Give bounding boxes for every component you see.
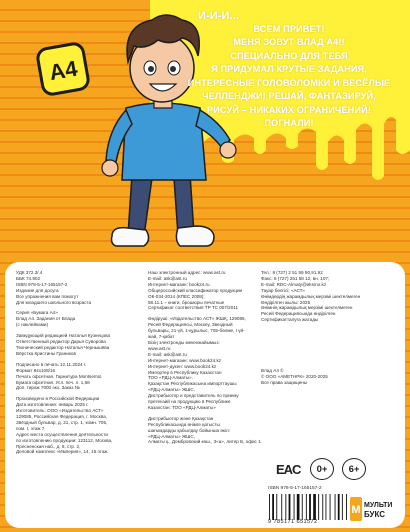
imprint-line: Влад А4 © bbox=[261, 368, 284, 374]
imprint-line: Пресненская наб., д. 6, стр. 2, bbox=[16, 443, 81, 449]
imprint-line: Интернет-дүкен: www.book24.kz bbox=[148, 363, 217, 369]
imprint-line: Все права защищены bbox=[261, 379, 308, 385]
barcode-bar bbox=[335, 494, 336, 520]
imprint-line: Ресей Федерациясында өндірілген bbox=[261, 311, 336, 317]
barcode-bar bbox=[294, 494, 295, 520]
imprint-line: Дистрибьютор және Қазақстан bbox=[148, 415, 214, 421]
imprint-line: © ООО «АМЕТНРК» 2020-2025 bbox=[261, 374, 328, 380]
imprint-line: Серия «Бумага А4» bbox=[16, 310, 58, 316]
imprint-line: Сертификат соответствия TP ТС 007/2011 bbox=[148, 305, 239, 311]
barcode-bar bbox=[342, 494, 343, 520]
imprint-line: Влад А4. Задания от Влада bbox=[16, 316, 76, 322]
imprint-line: жай, 7-қабат bbox=[148, 334, 175, 340]
speech-line: ВСЕМ ПРИВЕТ! bbox=[253, 23, 325, 34]
speech-line: СПЕЦИАЛЬНО ДЛЯ ТЕБЯ bbox=[230, 50, 348, 61]
barcode-bar bbox=[281, 494, 282, 520]
imprint-line: пом. I, этаж 7 bbox=[16, 425, 45, 431]
imprint-line: Өндірілген жылы: 2025 bbox=[261, 299, 311, 305]
imprint-line: E-mail: RDC-Almaty@eksmo.kz bbox=[261, 281, 327, 287]
imprint-line: Наш электронный адрес: www.ast.ru bbox=[148, 270, 226, 275]
imprint-line: ББК 74.902 bbox=[16, 275, 41, 281]
barcode-number: 9 785171 651572 bbox=[268, 519, 318, 525]
barcode-bar bbox=[297, 494, 300, 520]
imprint-line: Заведующий редакцией Наталья Кузнецова bbox=[16, 333, 111, 339]
imprint-line: Алматы қ., Домбровский көш., 3«а», литер Б, офис 1. bbox=[148, 439, 262, 445]
logo-line-1: МУЛЬТИ bbox=[364, 502, 393, 509]
a4-logo-text: А4 bbox=[47, 55, 80, 86]
imprint-line: 129085, Российская Федерация, г. Москва, bbox=[16, 414, 107, 420]
imprint-line: Бізің электронды мекенжайымыз: bbox=[148, 339, 220, 345]
barcode-bar bbox=[326, 494, 327, 520]
barcode-bar bbox=[309, 494, 311, 520]
barcode-bar bbox=[318, 494, 319, 520]
imprint-line: Произведено в Российской Федерации bbox=[16, 396, 100, 402]
imprint-line: УДК 372.3/.4 bbox=[16, 270, 43, 275]
imprint-line: Для младшего школьного возраста bbox=[16, 299, 92, 305]
imprint-line: бульвары, 21-үй, 1-құрылыс, 705-бөлме, I үй- bbox=[148, 328, 245, 334]
imprint-line: Технический редактор Наталья Чернышёва bbox=[16, 344, 110, 350]
barcode-bar bbox=[346, 494, 347, 520]
speech-line: РИСУЙ – НИКАКИХ ОГРАНИЧЕНИЙ! bbox=[207, 104, 371, 115]
svg-text:М: М bbox=[351, 504, 361, 516]
barcode-isbn: ISBN 978-5-17-165157-2 bbox=[268, 486, 322, 491]
imprint-line: Ресей Федерациясы, Мәскеу, Звездный bbox=[148, 322, 233, 328]
speech-line: Я ПРИДУМАЛ КРУТЫЕ ЗАДАНИЯ, bbox=[211, 64, 367, 74]
imprint-line: «РДЦ-Алматы» ЖШС, bbox=[148, 433, 195, 439]
imprint-line: Подписано в печать 12.11.2024 г. bbox=[16, 361, 87, 367]
imprint-line: Тауар белгісі: «АСТ» bbox=[261, 287, 305, 293]
imprint-line: Деловой комплекс «Империя», 14, 15 этаж bbox=[16, 449, 108, 455]
imprint-line: E-mail: ask@ast.ru bbox=[148, 275, 187, 281]
imprint-line: Дистрибьютор и представитель по приему bbox=[148, 393, 239, 399]
multibooks-logo bbox=[350, 496, 396, 522]
barcode-bar bbox=[306, 494, 307, 520]
imprint-line: Издание для досуга bbox=[16, 287, 59, 293]
imprint-line: Дата изготовления: январь 2025 г. bbox=[16, 402, 89, 408]
imprint-line: «РДЦ-Алматы» ЖШС. bbox=[148, 387, 195, 393]
imprint-line: Звёздный бульвар, д. 21, стр. 1, комн. 705, bbox=[16, 419, 108, 425]
imprint-line: Изготовитель: ООО «Издательство АСТ» bbox=[16, 408, 104, 414]
greeting-intro: И-И-И... bbox=[198, 10, 240, 22]
imprint-line: претензий на продукцию в Республике bbox=[148, 399, 231, 405]
imprint-line: Факс: 8 (727) 251 58 12, вн. 107; bbox=[261, 275, 330, 281]
imprint-line: Қазақстан Республикасына импорттаушы bbox=[148, 381, 237, 387]
imprint-line: E-mail: ask@ast.ru bbox=[148, 351, 187, 357]
imprint-line: Адрес места осуществления деятельности bbox=[16, 431, 108, 437]
logo-line-2: БУКС bbox=[364, 510, 386, 519]
imprint-line: 58.11.1 – книги, брошюры печатные bbox=[148, 299, 225, 305]
imprint-line: Өнімдердің жарамдылық мерзімі шектелмеген bbox=[261, 293, 361, 299]
barcode-bar bbox=[330, 494, 331, 520]
imprint-line: Интернет-магазин: www.book24.kz bbox=[148, 357, 222, 363]
barcode-bar bbox=[285, 494, 286, 520]
speech-line: ПОГНАЛИ! bbox=[264, 118, 314, 128]
imprint-line: ISBN 978-5-17-165157-2 bbox=[16, 281, 68, 287]
imprint-line: Өндіруші: «Издательство АСТ» ЖШҚ, 129085, bbox=[148, 316, 246, 322]
imprint-line: по изготовлению продукции: 123112, Москва, bbox=[16, 437, 113, 443]
greeting-speech bbox=[176, 10, 402, 131]
imprint-line: Ответственный редактор Дарья Суворова bbox=[16, 339, 106, 345]
imprint-column-3 bbox=[261, 270, 391, 386]
imprint-line: шағымдарды қабылдау бойынша өкіл: bbox=[148, 427, 230, 433]
barcode-bar bbox=[276, 494, 277, 520]
imprint-column-2 bbox=[148, 270, 262, 445]
imprint-line: www.ast.ru bbox=[148, 345, 171, 351]
imprint-line: Печать офсетная. Гарнитура Montserrat. bbox=[16, 373, 103, 379]
imprint-line: (с наклейками) bbox=[16, 322, 48, 328]
imprint-line: Республикасында өнімге қатысты bbox=[148, 421, 220, 427]
barcode-bar bbox=[302, 494, 303, 520]
imprint-line: Общероссийский классификатор продукции bbox=[148, 287, 243, 293]
imprint-line: Казахстан: ТОО «РДЦ-Алматы» bbox=[148, 404, 216, 410]
imprint-line: Өнімнің жарамдылық мерзімі шектелмеген bbox=[261, 305, 353, 311]
imprint-line: Доп. тираж 7000 экз. Заказ № bbox=[16, 385, 80, 391]
imprint-line: Интернет-магазин: book24.ru bbox=[148, 281, 210, 287]
imprint-line: ОК-034-2014 (КПЕС 2008); bbox=[148, 293, 205, 299]
barcode-bar bbox=[269, 494, 270, 520]
imprint-column-1 bbox=[16, 270, 144, 455]
speech-line: ИНТЕРЕСНЫЕ ГОЛОВОЛОМКИ И ВЕСЁЛЫЕ bbox=[187, 77, 391, 88]
imprint-line: Все упражнения вам помогут bbox=[16, 293, 79, 299]
barcode-bar bbox=[272, 494, 274, 520]
imprint-line: Вёрстка Кристины Граников bbox=[16, 350, 76, 356]
barcode-bar bbox=[322, 494, 323, 520]
barcode-bar bbox=[313, 494, 316, 520]
certification-marks bbox=[276, 458, 396, 484]
age-rating-6-badge: 6+ bbox=[342, 458, 366, 480]
speech-line: ЧЕЛЛЕНДЖИ! РЕШАЙ, ФАНТАЗИРУЙ, bbox=[202, 91, 376, 101]
age-rating-0-badge: 0+ bbox=[310, 458, 334, 480]
imprint-line: Формат 84х108/16 bbox=[16, 367, 56, 373]
eac-mark: EAC bbox=[276, 462, 301, 477]
imprint-line: Импортер в Республику Казахстан bbox=[148, 369, 222, 375]
imprint-line: Бумага офсетная. Усл. печ. л. 1,68 bbox=[16, 379, 90, 385]
speech-line: МЕНЯ ЗОВУТ ВЛАД А4!! bbox=[233, 37, 345, 47]
imprint-line: ТОО «РДЦ-Алматы». bbox=[148, 375, 193, 381]
barcode-bar bbox=[289, 494, 291, 520]
barcode-bar bbox=[338, 494, 340, 520]
imprint-line: Сертификатталуға жатады bbox=[261, 317, 319, 323]
imprint-line: Тел.: 8 (727) 2 51 59 90,91,92 bbox=[261, 270, 323, 275]
